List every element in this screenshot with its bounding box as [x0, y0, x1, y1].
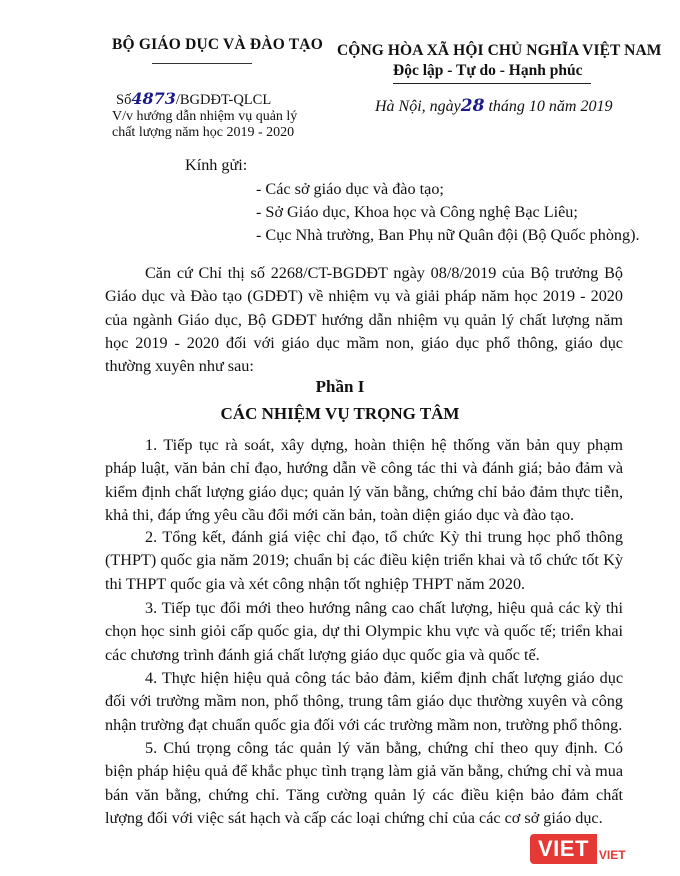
subject-line-2: chất lượng năm học 2019 - 2020	[112, 125, 295, 140]
doc-no-handwritten: 4873	[131, 89, 176, 108]
task-item	[105, 526, 623, 596]
intro-paragraph	[105, 262, 623, 378]
task-text: 4. Thực hiện hiệu quả công tác bảo đảm, kiểm định chất lượng giáo dục đối với trường mầm non, phổ thông, trung tâm giáo dục thường xuyên và công nhận trường đạt chuẩn quốc gia đối với các trường mầm non, trường phổ thông.	[105, 669, 623, 734]
country-name: CỘNG HÒA XÃ HỘI CHỦ NGHĨA VIỆT NAM	[337, 42, 662, 59]
task-text: 3. Tiếp tục đổi mới theo hướng nâng cao chất lượng, hiệu quả các kỳ thi chọn học sinh giỏi cấp quốc gia, dự thi Olympic khu vực và quốc tế; triển khai các chương trình đánh giá chất lượng giáo dục quốc gia và quốc tế.	[105, 599, 623, 664]
document-number	[116, 89, 271, 109]
task-item	[105, 597, 623, 667]
date-suffix: tháng 10 năm 2019	[488, 98, 613, 115]
motto-underline	[393, 83, 591, 84]
vietnamnet-logo	[530, 832, 626, 866]
logo-sub-text: VIET	[598, 848, 626, 862]
recipient-item: - Các sở giáo dục và đào tạo;	[256, 180, 444, 198]
task-text: 1. Tiếp tục rà soát, xây dựng, hoàn thiện hệ thống văn bản quy phạm pháp luật, văn bản chỉ đạo, hướng dẫn về công tác thi và đánh giá; bảo đảm và kiểm định chất lượng giáo dục; quản lý văn bằng, chứng chỉ bảo đảm thực tiễn, khả thi, đáp ứng yêu cầu đổi mới căn bản, toàn diện giáo dục và đào tạo.	[105, 436, 623, 524]
recipient-item: - Cục Nhà trường, Ban Phụ nữ Quân đội (Bộ Quốc phòng).	[256, 226, 640, 244]
doc-no-suffix: /BGDĐT-QLCL	[175, 92, 272, 108]
task-text: 2. Tổng kết, đánh giá việc chỉ đạo, tổ chức Kỳ thi trung học phổ thông (THPT) quốc gia năm 2019; chuẩn bị các điều kiện triển khai và tổ chức tốt Kỳ thi THPT quốc gia và xét công nhận tốt nghiệp THPT năm 2020.	[105, 528, 623, 593]
task-item	[105, 667, 623, 737]
greeting: Kính gửi:	[185, 156, 248, 174]
agency-underline	[152, 63, 252, 64]
motto: Độc lập - Tự do - Hạnh phúc	[393, 62, 583, 79]
logo-main-text: VIET	[530, 834, 597, 864]
issue-date	[375, 96, 612, 116]
intro-text: Căn cứ Chỉ thị số 2268/CT-BGDĐT ngày 08/8/2019 của Bộ trưởng Bộ Giáo dục và Đào tạo (GDĐT) về nhiệm vụ và giải pháp năm học 2019 - 2020 của ngành Giáo dục, Bộ GDĐT hướng dẫn nhiệm vụ quản lý chất lượng năm học 2019 - 2020 đối với giáo dục mầm non, giáo dục phổ thông, giáo dục thường xuyên như sau:	[105, 264, 623, 376]
part-label: Phần I	[315, 377, 365, 396]
subject-line-1: V/v hướng dẫn nhiệm vụ quản lý	[112, 109, 298, 124]
agency-name: BỘ GIÁO DỤC VÀ ĐÀO TẠO	[112, 36, 323, 53]
date-day-handwritten: 28	[460, 96, 485, 116]
task-item	[105, 434, 623, 527]
doc-no-prefix: Số	[116, 92, 132, 108]
recipient-item: - Sở Giáo dục, Khoa học và Công nghệ Bạc Liêu;	[256, 203, 578, 221]
date-prefix: Hà Nội, ngày	[375, 98, 461, 115]
part-title: CÁC NHIỆM VỤ TRỌNG TÂM	[220, 404, 460, 423]
task-item	[105, 737, 623, 830]
task-text: 5. Chú trọng công tác quản lý văn bằng, chứng chỉ theo quy định. Có biện pháp hiệu quả để khắc phục tình trạng làm giả văn bằng, chứng chỉ và mua bán văn bằng, chứng chỉ. Tăng cường quản lý các điều kiện bảo đảm chất lượng đối với việc sát hạch và cấp các loại chứng chỉ của các cơ sở giáo dục.	[105, 739, 623, 827]
